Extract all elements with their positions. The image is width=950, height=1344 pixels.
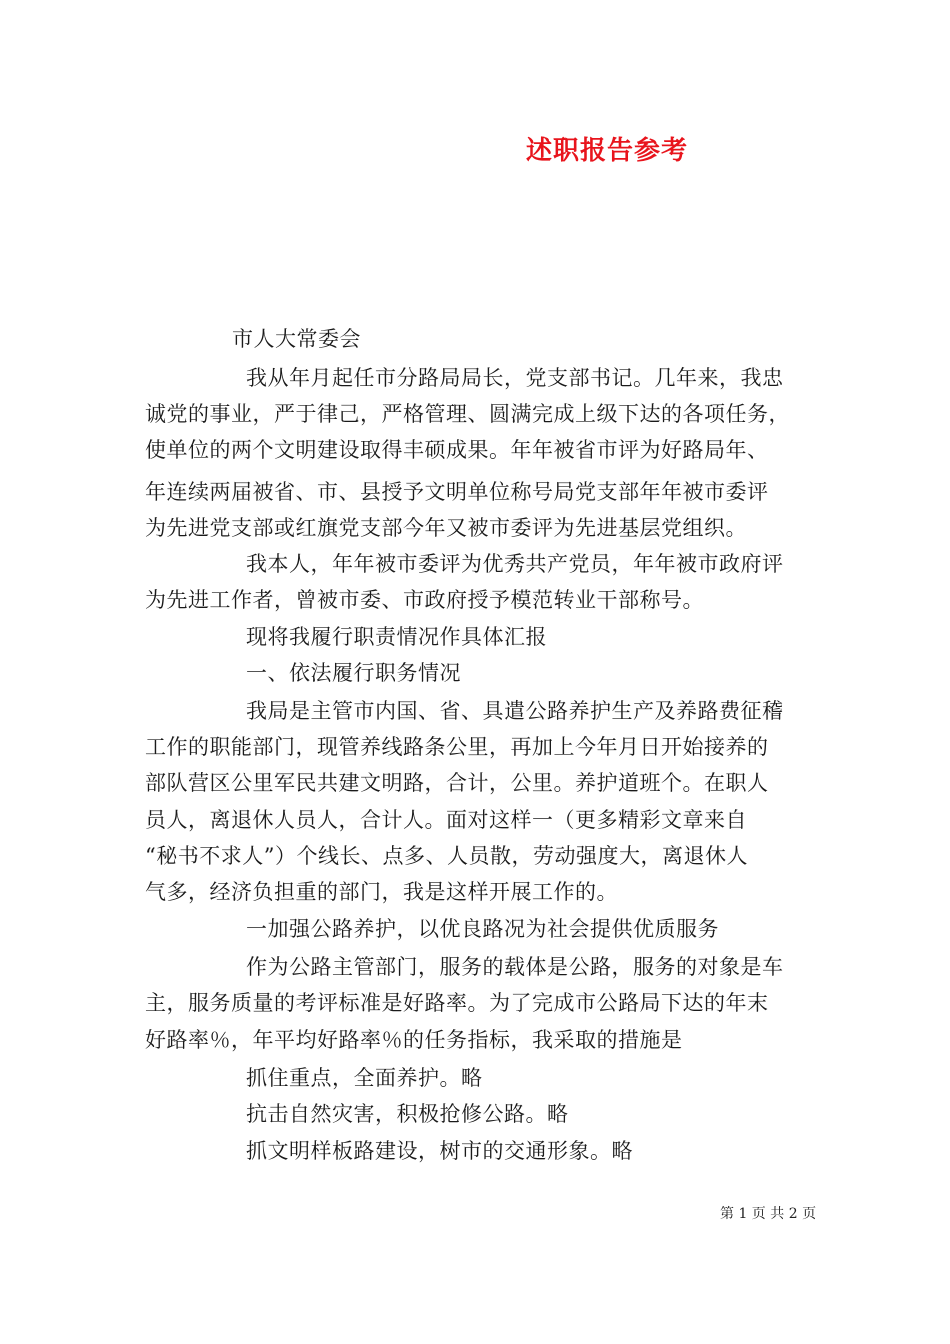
document-title: 述职报告参考 xyxy=(526,136,689,166)
body-line: 员人，离退休人员人，合计人。面对这样一（更多精彩文章来自 xyxy=(145,808,747,832)
body-line: 现将我履行职责情况作具体汇报 xyxy=(246,625,547,649)
measure-item: 抗击自然灾害，积极抢修公路。略 xyxy=(246,1102,569,1126)
body-line: 为先进党支部或红旗党支部今年又被市委评为先进基层党组织。 xyxy=(145,516,747,540)
body-line: 工作的职能部门，现管养线路条公里，再加上今年月日开始接养的 xyxy=(145,735,769,759)
body-line: 我局是主管市内国、省、具遣公路养护生产及养路费征稽 xyxy=(246,699,784,723)
body-line: 年连续两届被省、市、县授予文明单位称号局党支部年年被市委评 xyxy=(145,480,769,504)
body-line: 诚党的事业，严于律己，严格管理、圆满完成上级下达的各项任务， xyxy=(145,402,790,426)
body-line: 我本人，年年被市委评为优秀共产党员，年年被市政府评 xyxy=(246,552,784,576)
body-line: 主，服务质量的考评标准是好路率。为了完成市公路局下达的年末 xyxy=(145,991,769,1015)
body-line: 作为公路主管部门，服务的载体是公路，服务的对象是车 xyxy=(246,955,784,979)
body-line: 使单位的两个文明建设取得丰硕成果。年年被省市评为好路局年、 xyxy=(145,438,769,462)
body-line: 部队营区公里军民共建文明路，合计，公里。养护道班个。在职人 xyxy=(145,771,769,795)
body-line: 我从年月起任市分路局局长，党支部书记。几年来，我忠 xyxy=(246,366,784,390)
measure-item: 抓文明样板路建设，树市的交通形象。略 xyxy=(246,1139,633,1163)
page-footer: 第 1 页 共 2 页 xyxy=(720,1206,817,1222)
body-line: 为先进工作者，曾被市委、市政府授予模范转业干部称号。 xyxy=(145,588,704,612)
salutation: 市人大常委会 xyxy=(232,327,361,351)
subsection-heading: 一加强公路养护，以优良路况为社会提供优质服务 xyxy=(246,917,719,941)
body-line: 气多，经济负担重的部门，我是这样开展工作的。 xyxy=(145,880,618,904)
body-line: “秘书不求人”）个线长、点多、人员散，劳动强度大，离退休人 xyxy=(145,844,748,868)
section-heading: 一、依法履行职务情况 xyxy=(246,661,461,685)
measure-item: 抓住重点，全面养护。略 xyxy=(246,1066,483,1090)
body-line: 好路率％，年平均好路率％的任务指标，我采取的措施是 xyxy=(145,1028,683,1052)
